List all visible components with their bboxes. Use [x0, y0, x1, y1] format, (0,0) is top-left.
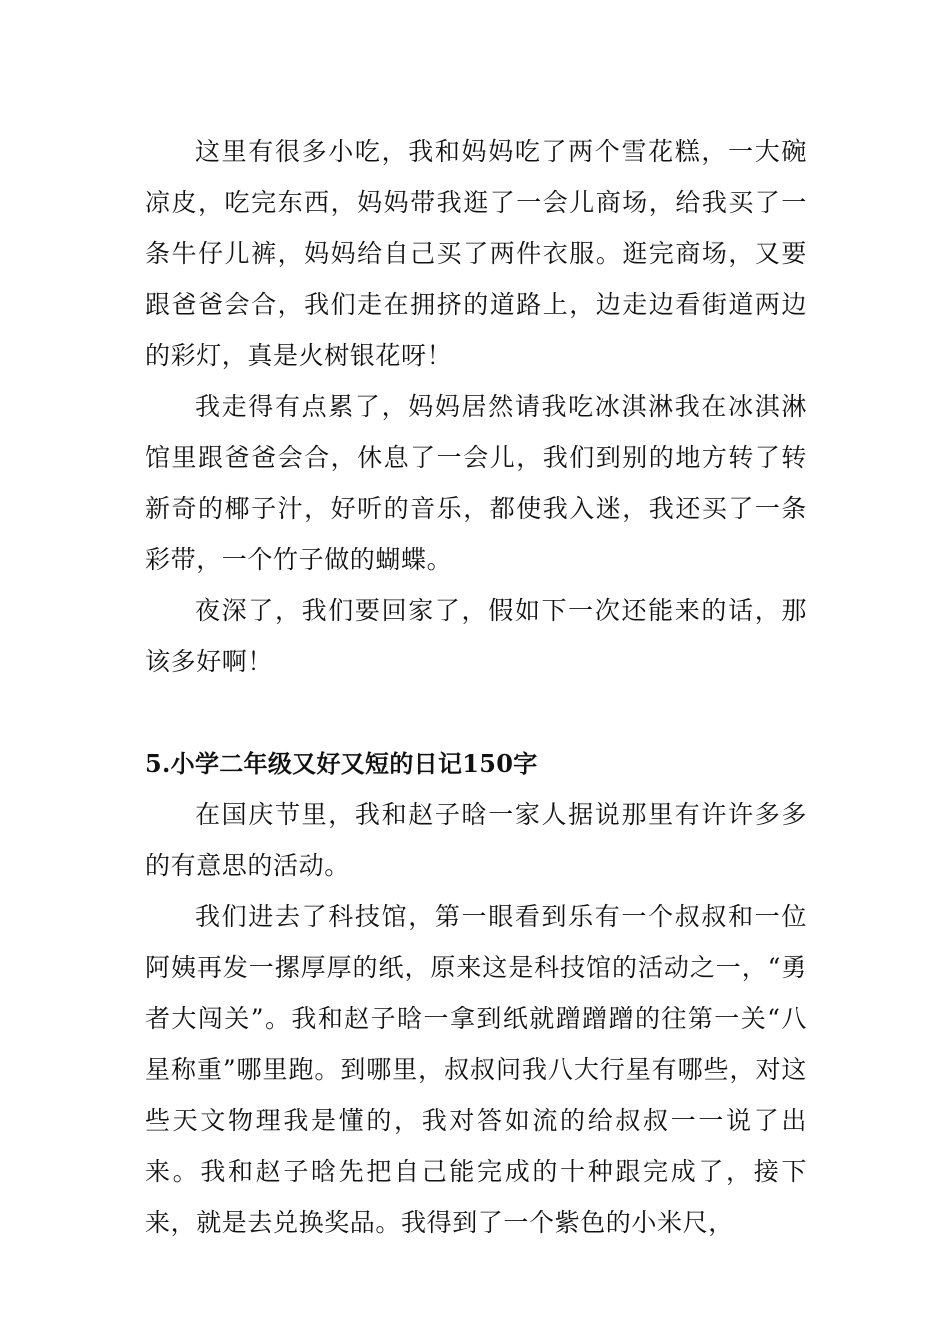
document-page	[145, 126, 807, 1248]
paragraph-snacks: 这里有很多小吃，我和妈妈吃了两个雪花糕，一大碗凉皮，吃完东西，妈妈带我逛了一会儿商场，给我买了一条牛仔儿裤，妈妈给自己买了两件衣服。逛完商场，又要跟爸爸会合，我们走在拥挤的道路上，边走边看街道两边的彩灯，真是火树银花呀！	[145, 137, 807, 370]
paragraph-ice-cream: 我走得有点累了，妈妈居然请我吃冰淇淋我在冰淇淋馆里跟爸爸会合，休息了一会儿，我们到别的地方转了转新奇的椰子汁，好听的音乐，都使我入迷，我还买了一条彩带，一个竹子做的蝴蝶。	[145, 392, 807, 574]
paragraph-science-museum: 我们进去了科技馆，第一眼看到乐有一个叔叔和一位阿姨再发一摞厚厚的纸，原来这是科技馆的活动之一，“勇者大闯关”。我和赵子晗一拿到纸就蹭蹭蹭的往第一关“八星称重”哪里跑。到哪里，叔叔问我八大行星有哪些，对这些天文物理我是懂的，我对答如流的给叔叔一一说了出来。我和赵子晗先把自己能完成的十种跟完成了，接下来，就是去兑换奖品。我得到了一个紫色的小米尺，	[145, 902, 807, 1237]
paragraph-national-day: 在国庆节里，我和赵子晗一家人据说那里有许许多多的有意思的活动。	[145, 800, 807, 880]
paragraph-night: 夜深了，我们要回家了，假如下一次还能来的话，那该多好啊！	[145, 596, 807, 676]
section-heading: 5.小学二年级又好又短的日记150字	[145, 749, 538, 778]
